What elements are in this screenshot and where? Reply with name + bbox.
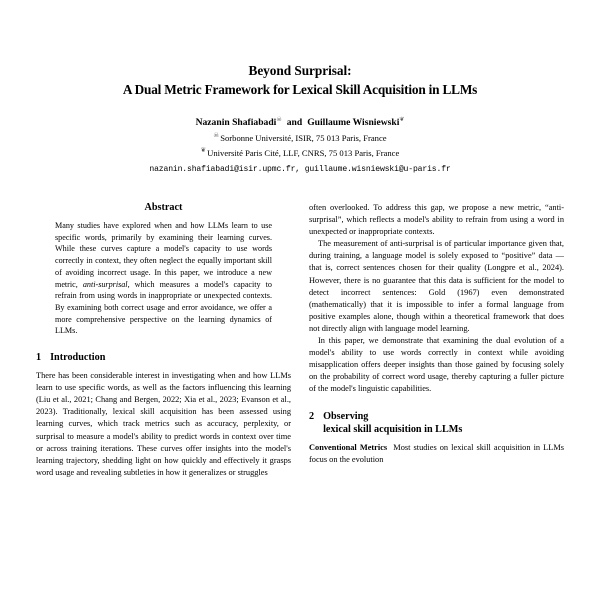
author-name-1: Nazanin Shafiabadi xyxy=(195,116,277,128)
section-title-observing-line-2: lexical skill acquisition in LLMs xyxy=(323,423,463,435)
section-title-introduction: Introduction xyxy=(50,352,106,364)
abstract-paragraph xyxy=(55,220,272,337)
author-conjunction: and xyxy=(286,116,303,128)
affiliation-1-marker-icon: ☠ xyxy=(213,132,220,140)
abstract-text-part-1: Many studies have explored when and how LLMs learn to use specific words, primarily by examining their learning curves. While these curves capture a model's capacity to use words correctly in context, they often neglect the equally important skill of avoiding incorrect usage. In this paper, we introduce a new metric, xyxy=(55,221,272,289)
author-list xyxy=(60,117,540,130)
section-heading-observing xyxy=(309,410,564,436)
section-title-observing-line-1: Observing xyxy=(323,410,369,422)
right-paragraph-1-continuation: often overlooked. To address this gap, we propose a new metric, “anti-surprisal”, which reflects a model's ability to refrain from using a word in unexpected or inappropriate contexts. xyxy=(309,203,564,237)
affiliation-2 xyxy=(60,146,540,159)
title-line-1: Beyond Surprisal: xyxy=(248,63,352,78)
affiliation-2-text: Université Paris Cité, LLF, CNRS, 75 013 Paris, France xyxy=(207,148,400,159)
page-title xyxy=(60,62,540,100)
section-title-observing xyxy=(323,410,564,436)
abstract-heading: Abstract xyxy=(144,202,183,213)
title-block xyxy=(0,0,600,174)
runin-heading-conventional-metrics: Conventional Metrics xyxy=(309,442,388,452)
author-2-affiliation-marker-icon: ❦ xyxy=(399,116,405,123)
conventional-metrics-paragraph xyxy=(309,442,564,466)
abstract-italic-term: anti-surprisal xyxy=(82,279,128,289)
title-line-2: A Dual Metric Framework for Lexical Skill Acquisition in LLMs xyxy=(122,81,478,97)
two-column-body xyxy=(0,202,600,600)
section-number-2: 2 xyxy=(309,410,315,422)
abstract-text-part-2: , which measures a model's capacity to refrain from using words in inappropriate or unexpected contexts. By examining both correct usage and error avoidance, we offer a more comprehensive perspective on the learning dynamics of LLMs. xyxy=(55,279,272,336)
author-name-2: Guillaume Wisniewski xyxy=(307,116,400,128)
conventional-metrics-text: Most studies on lexical skill acquisition in LLMs focus on the evolution xyxy=(309,442,564,464)
affiliation-1-text: Sorbonne Université, ISIR, 75 013 Paris, France xyxy=(220,133,387,144)
author-1-affiliation-marker-icon: ☠ xyxy=(276,116,282,123)
abstract-body xyxy=(36,220,291,337)
right-paragraph-2: The measurement of anti-surprisal is of particular importance given that, during training, a language model is solely exposed to “positive” data — that is, correct sentences chosen for their quality (Longpre et al., 2024). However, there is no guarantee that this data is sufficient for the model to detect incorrect sentences: Gold (1967) even demonstrated (mathematically) that it is impossible to infer a formal language from positive examples alone, though within a theoretical framework that does not directly align with language model learning. xyxy=(309,239,564,333)
affiliation-1 xyxy=(60,131,540,144)
left-column xyxy=(36,202,291,600)
right-paragraph-3: In this paper, we demonstrate that examining the dual evolution of a model's ability to use words correctly in context while avoiding misapplication offers deeper insights than those gained by focusing solely on the probability of correct word usage, thereby capturing a fuller picture of the model's linguistic capabilities. xyxy=(309,336,564,394)
author-emails[interactable]: nazanin.shafiabadi@isir.upmc.fr, guillaume.wisniewski@u-paris.fr xyxy=(149,164,451,174)
right-column xyxy=(309,202,564,600)
section-heading-introduction xyxy=(36,351,291,364)
affiliation-2-marker-icon: ❦ xyxy=(200,147,207,155)
introduction-paragraph-1: There has been considerable interest in investigating when and how LLMs learn to use specific words, as well as the factors influencing this learning (Liu et al., 2021; Chang and Bergen, 2022; Xia et al., 2023; Evanson et al., 2023). Traditionally, lexical skill acquisition has been assessed using learning curves, which track metrics such as accuracy, perplexity, or surprisal to measure a model's ability to predict words in context over time or across training iterations. These curves offer insights into the model's learning trajectory, shedding light on how quickly and effectively it grasps word usage and revealing subtleties in how it generalizes or struggles xyxy=(36,371,291,477)
section-number-1: 1 xyxy=(36,352,42,364)
